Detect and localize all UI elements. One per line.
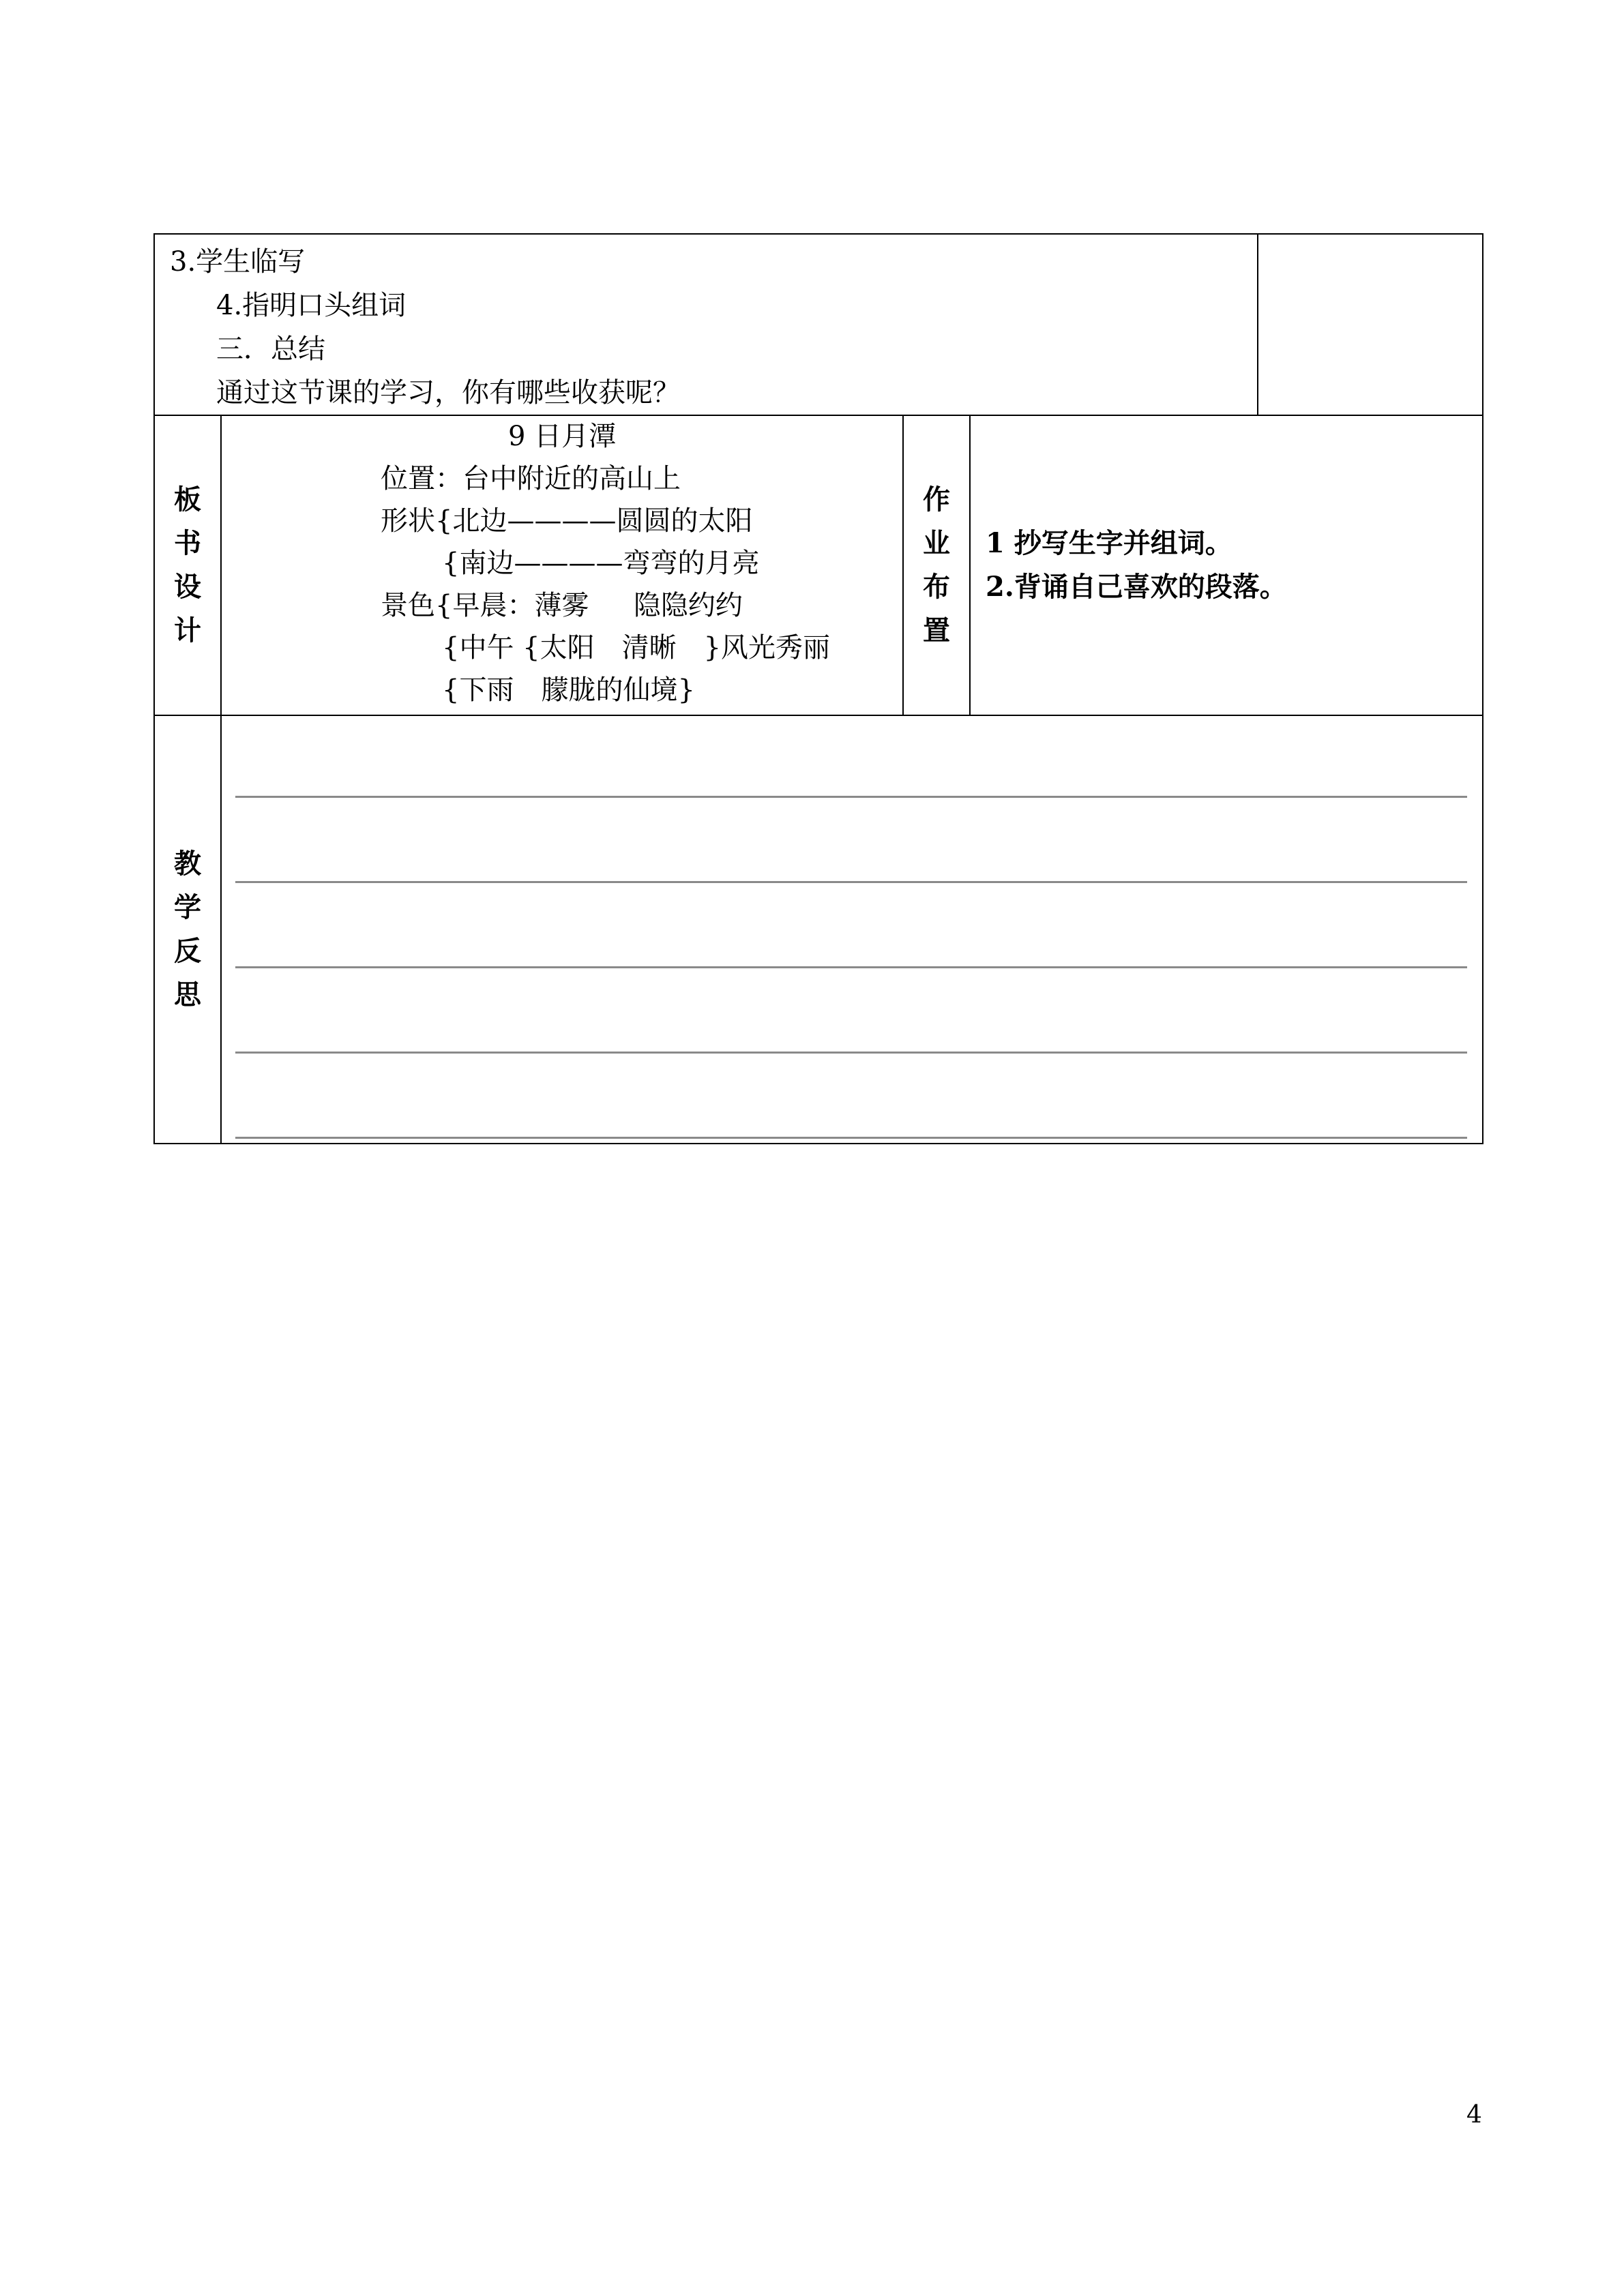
- writing-rule-line: [235, 1052, 1467, 1054]
- writing-rule-line: [235, 966, 1467, 968]
- writing-rule-line: [235, 796, 1467, 798]
- page-number: 4: [1466, 2101, 1482, 2129]
- board-design-content: [221, 415, 903, 715]
- writing-rule-line: [235, 881, 1467, 883]
- homework-label: 作 业 布 置: [903, 415, 970, 715]
- board-design-label: 板 书 设 计: [154, 415, 221, 715]
- board-line: {中午 {太阳 清晰 }风光秀丽: [442, 632, 831, 664]
- board-line: {下雨 朦胧的仙境}: [442, 674, 695, 706]
- homework-item: 2.背诵自己喜欢的段落。: [986, 571, 1287, 603]
- board-line: 形状{北边————圆圆的太阳: [381, 505, 753, 537]
- lesson-plan-table: [153, 233, 1483, 1144]
- board-line: 位置：台中附近的高山上: [381, 463, 681, 494]
- board-title: 9 日月潭: [508, 421, 617, 452]
- board-line: 景色{早晨：薄雾 隐隐约约: [381, 590, 743, 621]
- homework-content: [970, 415, 1483, 715]
- homework-item: 1 抄写生字并组词。: [986, 527, 1232, 559]
- continuation-line: 4.指明口头组词: [216, 290, 407, 321]
- continuation-line: 3.学生临写: [170, 246, 306, 278]
- continuation-cell: [154, 234, 1258, 415]
- board-homework-row: [154, 415, 1483, 715]
- continuation-line: 通过这节课的学习，你有哪些收获呢？: [216, 377, 680, 408]
- reflection-label: 教 学 反 思: [154, 715, 221, 1144]
- note-cell: [1258, 234, 1483, 415]
- reflection-writing-area[interactable]: [221, 715, 1483, 1144]
- reflection-row: [154, 715, 1483, 1144]
- board-line: {南边————弯弯的月亮: [442, 548, 760, 579]
- continuation-line: 三．总结: [216, 333, 325, 365]
- continuation-row: [154, 234, 1483, 415]
- writing-rule-line: [235, 1137, 1467, 1139]
